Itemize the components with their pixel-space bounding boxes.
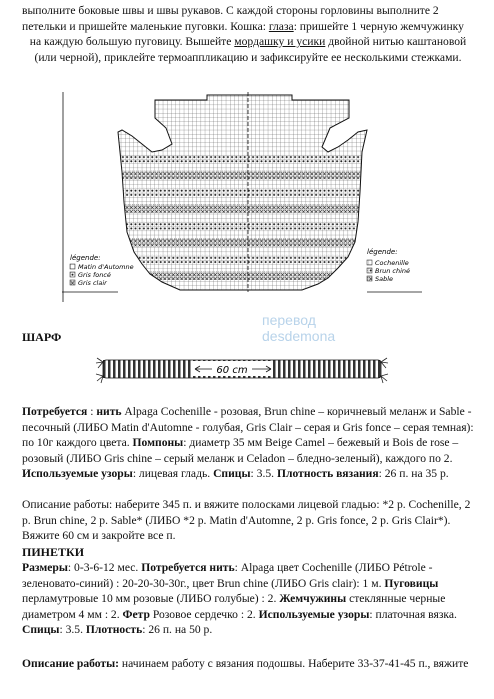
- scarf-stripe: [123, 360, 126, 378]
- chart-stripe: [102, 204, 392, 212]
- booties-needs-text: : Alpaga цвет Cochenille (ЛИБО Pétrole - зеленовато-синий) : 20-20-30-30г., цвет Brun chine (ЛИБО Gris clair): 1 м.: [22, 561, 433, 590]
- work-description: [22, 656, 474, 672]
- felt-label: Фетр: [122, 607, 150, 621]
- legend-item: Cochenille: [375, 259, 409, 267]
- intro-paragraph: [22, 3, 474, 65]
- legend-left: [70, 254, 134, 287]
- scarf-stripe: [363, 360, 366, 378]
- pearls-label: Жемчужины: [279, 592, 347, 605]
- scarf-materials: Потребуется : нить Alpaga Cochenille - розовая, Brun chine – коричневый меланж и Sable - песочный (ЛИБО Matin d'Automne - голубая, Gris Clair – серая и Gris fonce – серая темная): по 10г каждого цвета. Помпоны: диаметр 35 мм Beige Camel – бежевый и Bois de rose – розовый (ЛИБО Gris chine – серый меланж и Celadon – бледно-зеленый), каждого по 2. Используемые узоры: лицевая гладь. Спицы: 3.5. Плотность вязания: 26 п. на 35 р.: [22, 405, 474, 480]
- scarf-stripe: [128, 360, 131, 378]
- chart-stripe: [102, 238, 392, 246]
- scarf-stripe: [308, 360, 311, 378]
- scarf-stripe: [108, 360, 111, 378]
- booties-gauge-text: : 26 п. на 50 р.: [142, 623, 213, 636]
- scarf-stripe: [168, 360, 171, 378]
- scarf-stripe: [118, 360, 121, 378]
- pearls-text: стеклянные черные диаметром 4 мм : 2.: [22, 592, 446, 621]
- section-title-booties: ПИНЕТКИ: [22, 545, 85, 559]
- scarf-stripe: [178, 360, 181, 378]
- watermark: [262, 312, 335, 344]
- booties-gauge-label: Плотность: [85, 623, 143, 636]
- watermark-line: перевод: [262, 312, 316, 328]
- scarf-stripe: [113, 360, 116, 378]
- legend-swatch: [367, 260, 372, 265]
- intro-line: : пришейте 1 черную жемчужинку: [293, 19, 464, 33]
- scarf-stripe: [298, 360, 301, 378]
- scarf-stripe: [163, 360, 166, 378]
- patterns-text: : лицевая гладь.: [132, 467, 214, 480]
- needs-text: Alpaga Cochenille - розовая, Brun chine – коричневый меланж и Sable - песочный (ЛИБО Matin d'Automne - голубая, Gris Clair – серая и Gris fonce – серая темная): по 10г каждого цвета.: [22, 405, 474, 449]
- eyes-link: глаза: [268, 19, 294, 33]
- scarf-stripe: [378, 360, 381, 378]
- buttons-label: Пуговицы: [384, 576, 439, 590]
- chart-stripe: [102, 272, 392, 280]
- scarf-stripe: [278, 360, 281, 378]
- scarf-stripe: [133, 360, 136, 378]
- scarf-length-label: 60 cm: [216, 365, 248, 376]
- chart-stripe: [102, 171, 392, 179]
- intro-line: (или черной), приклейте термоаппликацию и зафиксируйте ее несколькими стежками.: [34, 50, 462, 64]
- muzzle-link: мордашку и усики: [234, 35, 326, 48]
- scarf-stripe: [153, 360, 156, 378]
- intro-line: двойной нитью каштановой: [325, 35, 467, 48]
- scarf-stripe: [288, 360, 291, 378]
- scarf-stripe: [283, 360, 286, 378]
- scarf-stripe: [328, 360, 331, 378]
- scarf-stripe: [373, 360, 376, 378]
- legend-item: Sable: [375, 275, 394, 283]
- watermark-line: desdemona: [262, 328, 336, 344]
- legend-title: légende:: [70, 254, 101, 262]
- yarn-label: нить: [96, 405, 122, 418]
- legend-swatch: [367, 268, 372, 273]
- legend-item: Gris clair: [78, 279, 107, 287]
- legend-swatch: [70, 280, 75, 285]
- gauge-label: Плотность вязания: [276, 467, 379, 480]
- work-text: начинаем работу с вязания подошвы. Наберите 33-37-41-45 п., вяжите: [119, 657, 469, 670]
- scarf-drawing: [95, 348, 395, 396]
- intro-line: петельки и пришейте маленькие пуговки. Кошка:: [22, 19, 269, 33]
- legend-item: Gris foncé: [78, 271, 111, 279]
- scarf-stripe: [353, 360, 356, 378]
- scarf-stripe: [343, 360, 346, 378]
- scarf-stripe: [148, 360, 151, 378]
- knitting-chart: [62, 92, 422, 314]
- scarf-stripe: [293, 360, 296, 378]
- legend-swatch: [70, 264, 75, 269]
- scarf-stripe: [188, 360, 191, 378]
- legend-title: légende:: [367, 248, 398, 256]
- legend-right: [367, 248, 410, 283]
- legend-item: Brun chiné: [375, 267, 411, 275]
- sizes-text: : 0-3-6-12 мес.: [67, 561, 142, 574]
- legend-swatch: [70, 272, 75, 277]
- booties-needles-text: : 3.5.: [59, 623, 86, 636]
- needles-text: : 3.5.: [250, 467, 277, 480]
- scarf-stripe: [333, 360, 336, 378]
- legend-swatch: [367, 276, 372, 281]
- pompons-label: Помпоны: [132, 436, 184, 449]
- scarf-stripe: [368, 360, 371, 378]
- scarf-stripe: [138, 360, 141, 378]
- scarf-stripe: [173, 360, 176, 378]
- booties-patterns-text: : платочная вязка.: [369, 607, 457, 621]
- felt-text: Розовое сердечко : 2.: [149, 607, 259, 621]
- scarf-stripe: [183, 360, 186, 378]
- patterns-label: Используемые узоры: [22, 467, 133, 480]
- chart-stripe: [102, 221, 392, 229]
- booties-patterns-label: Используемые узоры: [258, 607, 370, 621]
- scarf-stripe: [143, 360, 146, 378]
- buttons-text: перламутровые 10 мм розовые (ЛИБО голубые) : 2.: [22, 592, 280, 605]
- needles-label: Спицы: [213, 467, 251, 480]
- gauge-text: : 26 п. на 35 р.: [378, 467, 449, 480]
- intro-line: выполните боковые швы и швы рукавов. С каждой стороны горловины выполните 2: [22, 4, 439, 17]
- chart-stripe: [102, 188, 392, 196]
- work-label: Описание работы:: [22, 657, 120, 670]
- scarf-stripe: [338, 360, 341, 378]
- booties-needs-label: Потребуется нить: [141, 561, 235, 574]
- legend-item: Matin d'Automne: [78, 263, 134, 271]
- pompons-text: : диаметр 35 мм Beige Camel – бежевый и Bois de rose – розовый (ЛИБО Gris chine – серый меланж и Celadon – бледно-зеленый), каждого по 2.: [22, 436, 459, 465]
- scarf-stripe: [303, 360, 306, 378]
- scarf-stripe: [273, 360, 276, 378]
- scarf-stripe: [358, 360, 361, 378]
- chart-stripe: [102, 154, 392, 162]
- scarf-description: Описание работы: наберите 345 п. и вяжите полосками лицевой гладью: *2 р. Cochenille, 2 р. Brun chine, 2 р. Sable* (ЛИБО *2 р. Matin d'Automne, 2 р. Gris fonce, 2 р. Gris Clair*). Вяжите 60 см и закройте все п.: [22, 498, 471, 542]
- scarf-stripe: [348, 360, 351, 378]
- booties-materials: [22, 560, 474, 638]
- scarf-stripe: [313, 360, 316, 378]
- section-title-scarf: ШАРФ: [22, 330, 62, 344]
- scarf-stripe: [158, 360, 161, 378]
- scarf-stripe: [323, 360, 326, 378]
- sizes-label: Размеры: [22, 561, 68, 574]
- booties-needles-label: Спицы: [22, 623, 60, 636]
- intro-line: на каждую большую пуговицу. Вышейте: [29, 35, 235, 48]
- scarf-stripe: [318, 360, 321, 378]
- needs-label: Потребуется: [22, 405, 88, 418]
